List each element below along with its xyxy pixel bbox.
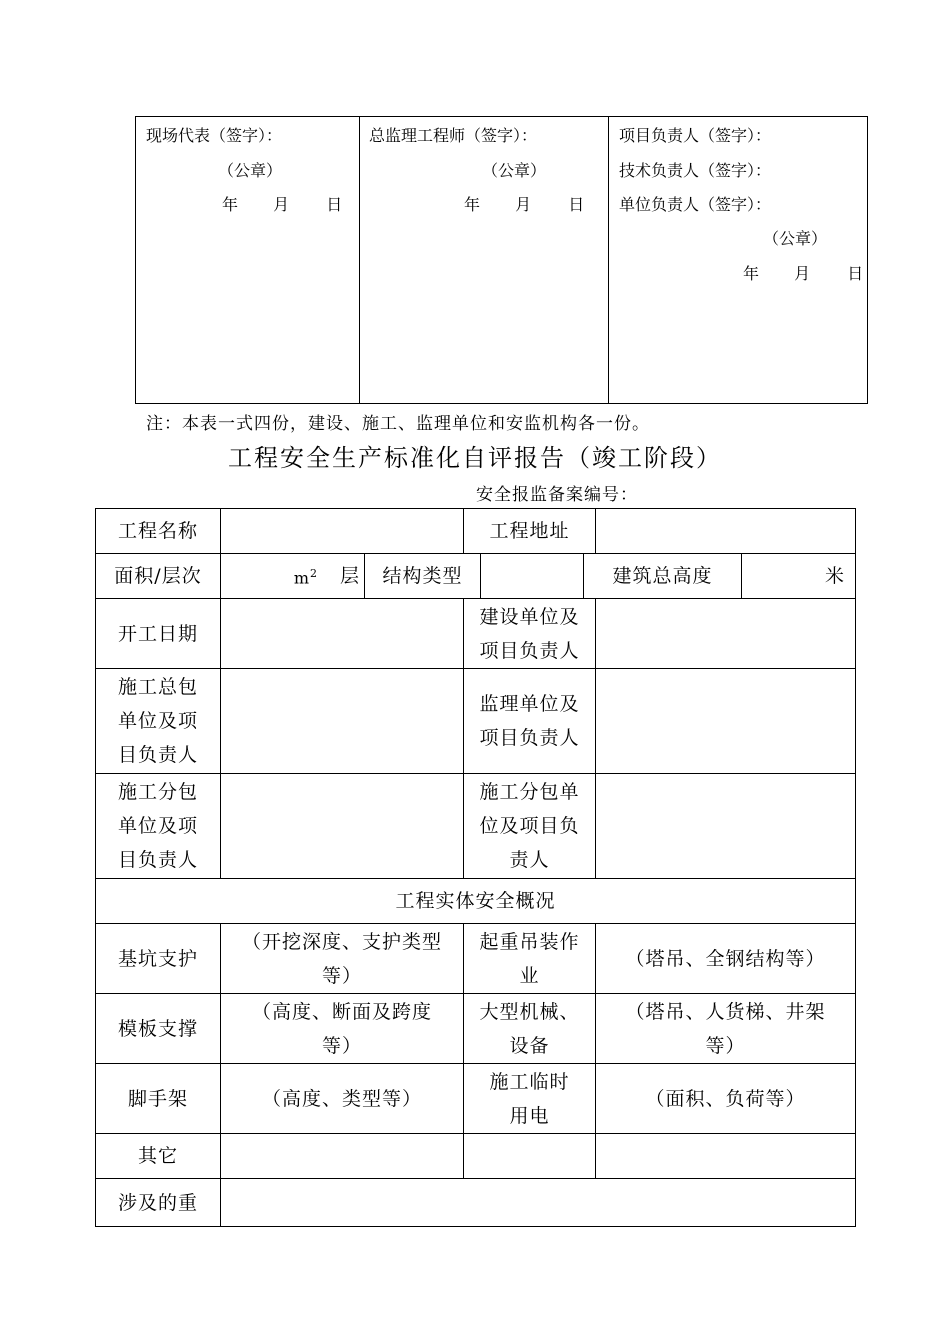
general-contractor-value[interactable] bbox=[220, 668, 464, 774]
chief-supervisor-column bbox=[359, 117, 608, 403]
signature-table bbox=[135, 116, 868, 404]
unit-seal: （公章） bbox=[763, 229, 828, 248]
site-rep-column bbox=[136, 117, 359, 403]
subcontractor-label: 施工分包单位及项目负责人 bbox=[95, 773, 221, 879]
start-date-label: 开工日期 bbox=[95, 598, 221, 669]
scaffold-value[interactable]: （高度、类型等） bbox=[220, 1063, 464, 1134]
lifting-label: 起重吊装作业 bbox=[463, 923, 596, 994]
tech-lead-label: 技术负责人（签字）： bbox=[619, 161, 772, 180]
pit-support-value[interactable]: （开挖深度、支护类型等） bbox=[220, 923, 464, 994]
date-day: 日 bbox=[847, 264, 864, 283]
report-form bbox=[95, 508, 856, 1227]
project-address-label: 工程地址 bbox=[463, 508, 596, 554]
owner-unit-label: 建设单位及项目负责人 bbox=[463, 598, 596, 669]
chief-supervisor-label: 总监理工程师（签字）： bbox=[369, 126, 538, 145]
subcontractor-right-label: 施工分包单位及项目负责人 bbox=[463, 773, 596, 879]
formwork-value[interactable]: （高度、断面及跨度等） bbox=[220, 993, 464, 1064]
other-value[interactable] bbox=[220, 1133, 464, 1179]
subcontractor-value[interactable] bbox=[220, 773, 464, 879]
structure-type-value[interactable] bbox=[480, 553, 584, 599]
date-day: 日 bbox=[326, 195, 343, 214]
machinery-value[interactable]: （塔吊、人货梯、井架等） bbox=[595, 993, 856, 1064]
page-title: 工程安全生产标准化自评报告（竣工阶段） bbox=[228, 444, 722, 472]
start-date-value[interactable] bbox=[220, 598, 464, 669]
owner-unit-value[interactable] bbox=[595, 598, 856, 669]
unit-lead-label: 单位负责人（签字）： bbox=[619, 195, 772, 214]
key-items-label: 涉及的重 bbox=[95, 1178, 221, 1227]
filing-number-label: 安全报监备案编号： bbox=[476, 485, 638, 505]
site-rep-label: 现场代表（签字）： bbox=[146, 126, 283, 145]
other-label: 其它 bbox=[95, 1133, 221, 1179]
formwork-label: 模板支撑 bbox=[95, 993, 221, 1064]
area-unit: $m^2$ bbox=[293, 566, 318, 588]
pit-support-label: 基坑支护 bbox=[95, 923, 221, 994]
note-text: 注：本表一式四份，建设、施工、监理单位和安监机构各一份。 bbox=[146, 414, 650, 434]
area-value[interactable] bbox=[220, 553, 365, 599]
temp-power-label: 施工临时用电 bbox=[463, 1063, 596, 1134]
project-lead-label: 项目负责人（签字）： bbox=[619, 126, 772, 145]
project-name-label: 工程名称 bbox=[95, 508, 221, 554]
temp-power-value[interactable]: （面积、负荷等） bbox=[595, 1063, 856, 1134]
height-unit: 米 bbox=[824, 565, 845, 587]
project-address-value[interactable] bbox=[595, 508, 856, 554]
structure-type-label: 结构类型 bbox=[364, 553, 481, 599]
general-contractor-label: 施工总包单位及项目负责人 bbox=[95, 668, 221, 774]
subcontractor-right-value[interactable] bbox=[595, 773, 856, 879]
project-name-value[interactable] bbox=[220, 508, 464, 554]
date-year: 年 bbox=[743, 264, 760, 283]
area-floors-label: 面积/层次 bbox=[95, 553, 221, 599]
total-height-label: 建筑总高度 bbox=[583, 553, 742, 599]
project-lead-column bbox=[608, 117, 867, 403]
safety-overview-header: 工程实体安全概况 bbox=[95, 878, 856, 924]
supervision-unit-value[interactable] bbox=[595, 668, 856, 774]
date-month: 月 bbox=[273, 195, 290, 214]
floors-unit: 层 bbox=[339, 565, 360, 587]
other-extra-label bbox=[463, 1133, 596, 1179]
key-items-value[interactable] bbox=[220, 1178, 856, 1227]
date-day: 日 bbox=[568, 195, 585, 214]
site-rep-date bbox=[222, 195, 342, 215]
unit-date bbox=[743, 264, 863, 284]
scaffold-label: 脚手架 bbox=[95, 1063, 221, 1134]
chief-supervisor-date bbox=[464, 195, 584, 215]
height-value[interactable] bbox=[741, 553, 856, 599]
lifting-value[interactable]: （塔吊、全钢结构等） bbox=[595, 923, 856, 994]
chief-supervisor-seal: （公章） bbox=[482, 161, 547, 180]
other-extra-value[interactable] bbox=[595, 1133, 856, 1179]
site-rep-seal: （公章） bbox=[218, 161, 283, 180]
supervision-unit-label: 监理单位及项目负责人 bbox=[463, 668, 596, 774]
date-month: 月 bbox=[515, 195, 532, 214]
date-year: 年 bbox=[222, 195, 239, 214]
date-year: 年 bbox=[464, 195, 481, 214]
machinery-label: 大型机械、设备 bbox=[463, 993, 596, 1064]
date-month: 月 bbox=[794, 264, 811, 283]
